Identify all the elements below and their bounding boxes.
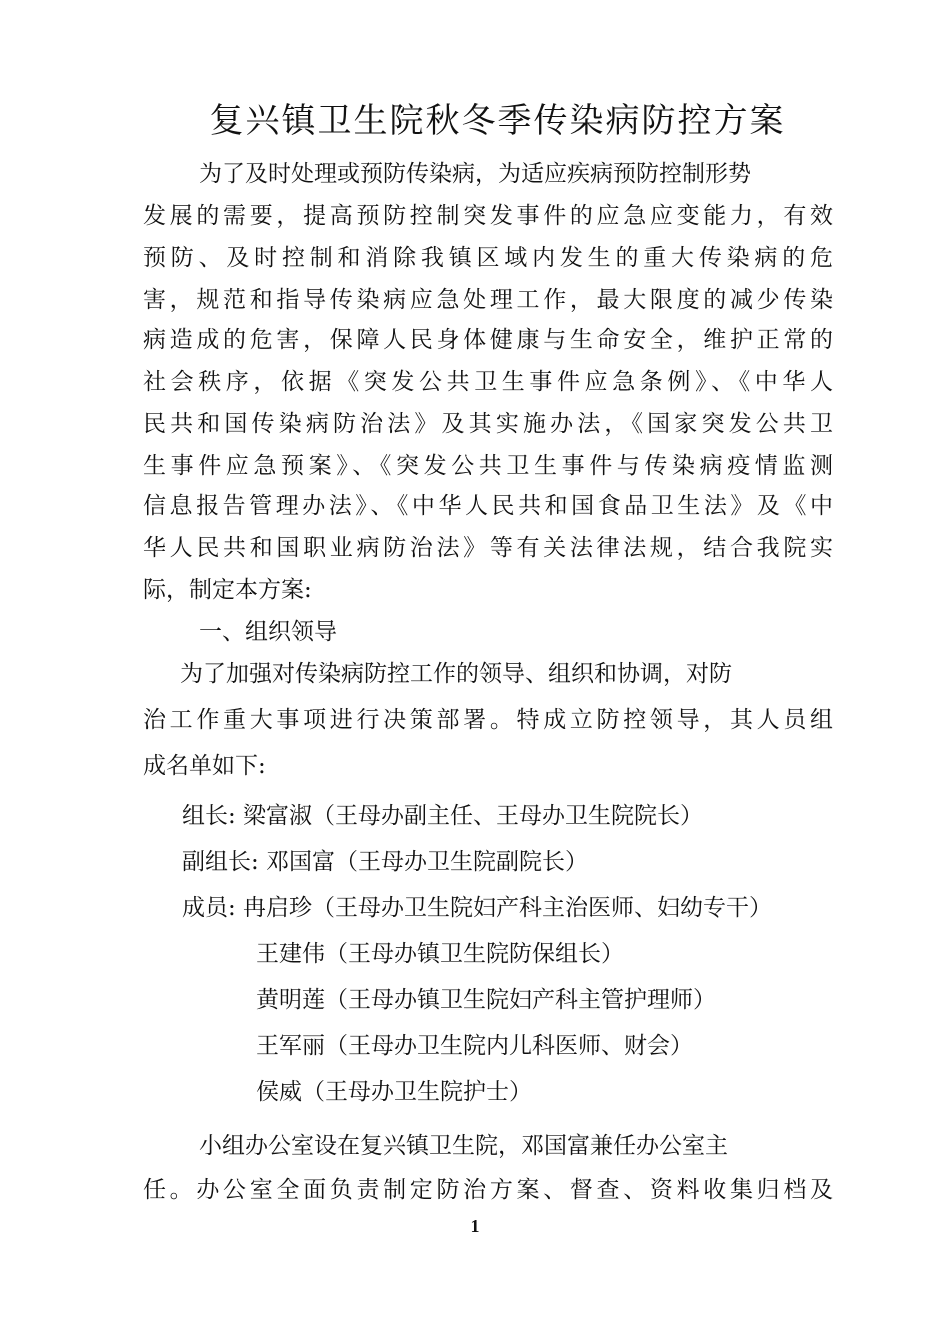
member-line: 副组长: 邓国富（王母办卫生院副院长） — [182, 849, 589, 875]
intro-line: 为了及时处理或预防传染病，为适应疾病预防控制形势 — [199, 161, 751, 187]
intro-line: 病造成的危害，保障人民身体健康与生命安全，维护正常的 — [143, 327, 833, 353]
office-line: 任。办公室全面负责制定防治方案、督查、资料收集归档及 — [143, 1177, 833, 1203]
intro-line: 民共和国传染病防治法》及其实施办法，《国家突发公共卫 — [143, 411, 833, 437]
document-title: 复兴镇卫生院秋冬季传染病防控方案 — [209, 101, 786, 141]
intro-line: 生事件应急预案》、《突发公共卫生事件与传染病疫情监测 — [143, 453, 833, 479]
page-number: 1 — [470, 1216, 480, 1236]
member-line: 侯威（王母办卫生院护士） — [256, 1079, 532, 1105]
section-line: 治工作重大事项进行决策部署。特成立防控领导，其人员组 — [143, 707, 833, 733]
intro-line: 害，规范和指导传染病应急处理工作，最大限度的减少传染 — [143, 287, 833, 313]
intro-line: 信息报告管理办法》、《中华人民共和国食品卫生法》及《中 — [143, 493, 833, 519]
intro-line: 际，制定本方案: — [143, 577, 312, 603]
member-line: 组长: 梁富淑（王母办副主任、王母办卫生院院长） — [182, 803, 704, 829]
member-line: 成员: 冉启珍（王母办卫生院妇产科主治医师、妇幼专干） — [182, 895, 773, 921]
intro-line: 预防、及时控制和消除我镇区域内发生的重大传染病的危 — [143, 245, 833, 271]
intro-line: 华人民共和国职业病防治法》等有关法律法规，结合我院实 — [143, 535, 833, 561]
intro-line: 发展的需要，提高预防控制突发事件的应急应变能力，有效 — [143, 203, 833, 229]
intro-line: 社会秩序，依据《突发公共卫生事件应急条例》、《中华人 — [143, 369, 833, 395]
member-line: 黄明莲（王母办镇卫生院妇产科主管护理师） — [256, 987, 716, 1013]
section-line: 为了加强对传染病防控工作的领导、组织和协调，对防 — [180, 661, 732, 687]
office-line: 小组办公室设在复兴镇卫生院，邓国富兼任办公室主 — [199, 1133, 728, 1159]
member-line: 王军丽（王母办卫生院内儿科医师、财会） — [256, 1033, 693, 1059]
section-heading: 一、组织领导 — [199, 619, 337, 645]
member-line: 王建伟（王母办镇卫生院防保组长） — [256, 941, 624, 967]
section-line: 成名单如下: — [143, 753, 266, 779]
